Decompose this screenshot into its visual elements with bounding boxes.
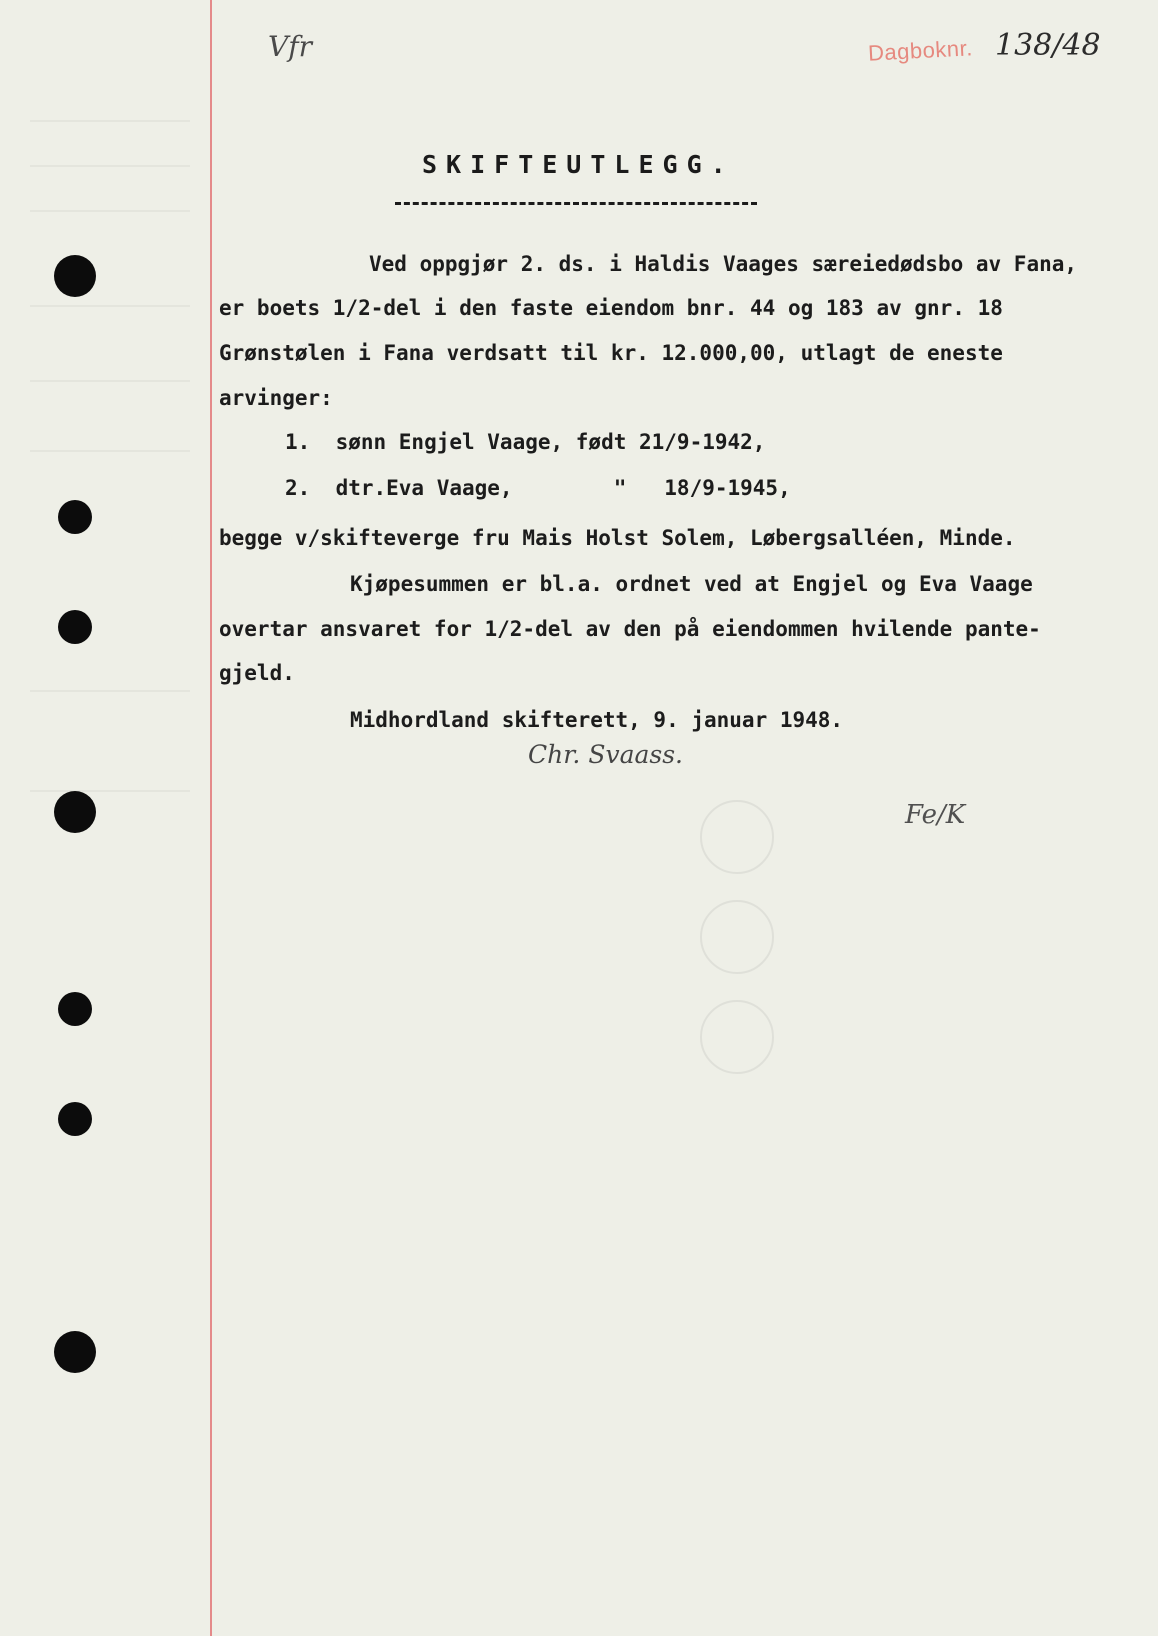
- dagbok-number: 138/48: [995, 28, 1101, 63]
- punch-hole: [58, 500, 92, 534]
- list-item: 2. dtr.Eva Vaage, " 18/9-1945,: [285, 476, 791, 500]
- punch-hole: [58, 992, 92, 1026]
- red-margin-line: [210, 0, 212, 1636]
- punch-hole: [58, 1102, 92, 1136]
- list-item: 1. sønn Engjel Vaage, født 21/9-1942,: [285, 430, 766, 454]
- bleed-through-mark: [30, 690, 190, 692]
- handwritten-signature: Chr. Svaass.: [528, 740, 683, 769]
- body-line: er boets 1/2-del i den faste eiendom bnr. 44 og 183 av gnr. 18: [219, 296, 1003, 320]
- punch-hole: [54, 1331, 96, 1373]
- punch-hole: [54, 255, 96, 297]
- handwritten-initials: Vfr: [268, 30, 312, 63]
- faint-stamp-ring: [700, 800, 774, 874]
- bleed-through-mark: [30, 210, 190, 212]
- body-line: gjeld.: [219, 661, 295, 685]
- handwritten-footer-initials: Fe/K: [905, 800, 966, 830]
- bleed-through-mark: [30, 790, 190, 792]
- body-line: Kjøpesummen er bl.a. ordnet ved at Engjel og Eva Vaage: [350, 572, 1033, 596]
- body-line: begge v/skifteverge fru Mais Holst Solem, Løbergsalléen, Minde.: [219, 526, 1016, 550]
- bleed-through-mark: [30, 450, 190, 452]
- bleed-through-mark: [30, 380, 190, 382]
- bleed-through-mark: [30, 305, 190, 307]
- document-title: SKIFTEUTLEGG.: [422, 150, 735, 179]
- bleed-through-mark: [30, 120, 190, 122]
- body-line: Grønstølen i Fana verdsatt til kr. 12.000,00, utlagt de eneste: [219, 341, 1003, 365]
- faint-stamp-ring: [700, 900, 774, 974]
- faint-stamp-ring: [700, 1000, 774, 1074]
- body-line: overtar ansvaret for 1/2-del av den på eiendommen hvilende pante-: [219, 617, 1041, 641]
- bleed-through-mark: [30, 165, 190, 167]
- dagbok-stamp: Dagboknr.: [867, 35, 974, 66]
- body-line: arvinger:: [219, 386, 333, 410]
- body-line: Ved oppgjør 2. ds. i Haldis Vaages særeiedødsbo av Fana,: [369, 252, 1078, 276]
- punch-hole: [54, 791, 96, 833]
- title-underline: [395, 202, 757, 205]
- punch-hole: [58, 610, 92, 644]
- place-date-line: Midhordland skifterett, 9. januar 1948.: [350, 708, 844, 732]
